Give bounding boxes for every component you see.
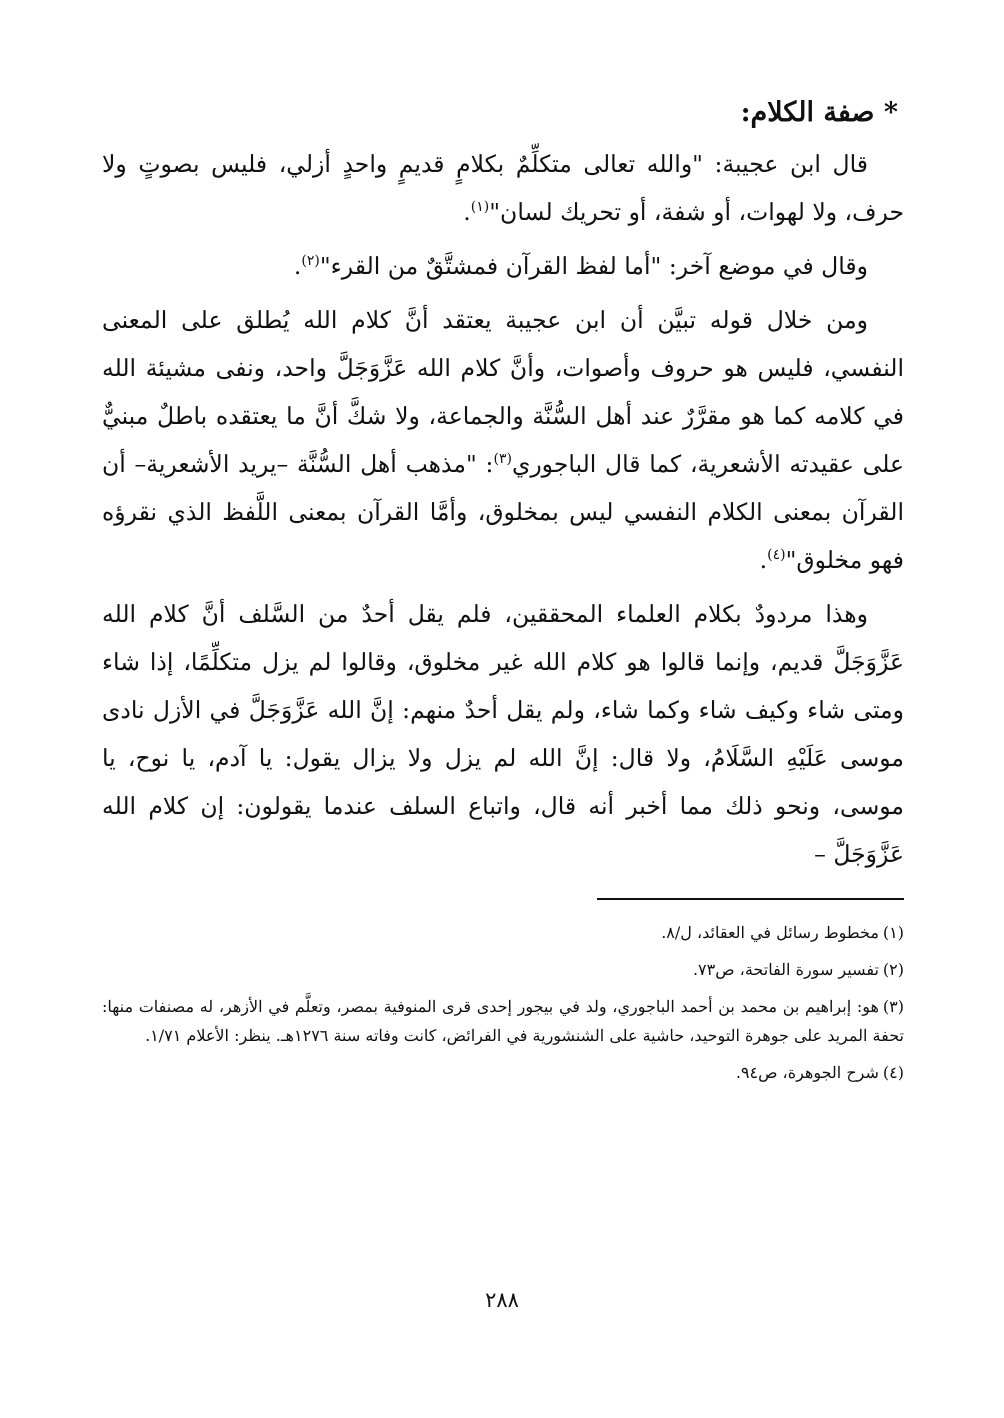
footnote-text: تفسير سورة الفاتحة، ص٧٣. xyxy=(692,960,879,979)
footnote-text: مخطوط رسائل في العقائد، ل/٨. xyxy=(661,923,879,942)
paragraph-2-tail: . xyxy=(293,252,302,280)
footnote-divider xyxy=(597,898,904,900)
page-body xyxy=(102,88,904,1095)
footnote-ref-3[interactable]: (٣) xyxy=(493,451,512,468)
footnote-number: (٢) xyxy=(882,960,904,979)
footnote-1 xyxy=(102,918,904,947)
footnote-ref-4[interactable]: (٤) xyxy=(767,547,786,564)
paragraph-3 xyxy=(102,296,904,584)
page-number: ٢٨٨ xyxy=(485,1288,519,1312)
footnote-2 xyxy=(102,955,904,984)
footnote-ref-1[interactable]: (١) xyxy=(470,199,490,216)
paragraph-3-tail: : "مذهب أهل السُّنَّة –يريد الأشعرية– أن القرآن بمعنى الكلام النفسي ليس بمخلوق، وأمَّا القرآن بمعنى اللَّفظ الذي نقرؤه فهو مخلوق" xyxy=(102,450,904,574)
paragraph-3-tail-2: . xyxy=(759,546,768,574)
paragraph-4 xyxy=(102,590,904,878)
paragraph-1 xyxy=(102,140,904,236)
paragraph-2-text: وقال في موضع آخر: "أما لفظ القرآن فمشتَّقٌ من القرء" xyxy=(319,252,868,280)
footnote-4 xyxy=(102,1058,904,1087)
footnotes xyxy=(102,918,904,1087)
footnote-ref-2[interactable]: (٢) xyxy=(301,253,320,270)
paragraph-4-text: وهذا مردودٌ بكلام العلماء المحققين، فلم يقل أحدٌ من السَّلف أنَّ كلام الله عَزَّوَجَلَّ قديم، وإنما قالوا هو كلام الله غير مخلوق، وقالوا لم يزل متكلِّمًا، إذا شاء ومتى شاء وكيف شاء وكما شاء، ولم يقل أحدٌ منهم: إنَّ الله عَزَّوَجَلَّ في الأزل نادى موسى عَلَيْهِ السَّلَامُ، ولا قال: إنَّ الله لم يزل ولا يزال يقول: يا آدم، يا نوح، يا موسى، ونحو ذلك مما أخبر أنه قال، واتباع السلف عندما يقولون: إن كلام الله عَزَّوَجَلَّ – xyxy=(102,600,904,868)
footnote-text: شرح الجوهرة، ص٩٤. xyxy=(735,1063,879,1082)
footnote-3 xyxy=(102,992,904,1050)
footnote-number: (٤) xyxy=(882,1063,904,1082)
footnote-number: (٣) xyxy=(882,997,904,1016)
paragraph-1-text: قال ابن عجيبة: "والله تعالى متكلِّمٌ بكلامٍ قديمٍ واحدٍ أزلي، فليس بصوتٍ ولا حرف، ولا لهوات، أو شفة، أو تحريك لسان" xyxy=(102,150,904,226)
footnote-number: (١) xyxy=(882,923,904,942)
section-heading: * صفة الكلام: xyxy=(740,97,898,128)
paragraph-2 xyxy=(102,242,904,290)
paragraph-1-tail: . xyxy=(463,198,471,226)
footnote-text: هو: إبراهيم بن محمد بن أحمد الباجوري، ولد في بيجور إحدى قرى المنوفية بمصر، وتعلَّم في الأزهر، له مصنفات منها: تحفة المريد على جوهرة التوحيد، حاشية على الشنشورية في الفرائض، كانت وفاته سنة ١٢٧٦هـ. ينظر: الأعلام ١/٧١. xyxy=(102,997,904,1045)
paragraph-3-text: ومن خلال قوله تبيَّن أن ابن عجيبة يعتقد أنَّ كلام الله يُطلق على المعنى النفسي، فليس هو حروف وأصوات، وأنَّ كلام الله عَزَّوَجَلَّ واحد، ونفى مشيئة الله في كلامه كما هو مقرَّرٌ عند أهل السُّنَّة والجماعة، ولا شكَّ أنَّ ما يعتقده باطلٌ مبنيٌّ على عقيدته الأشعرية، كما قال الباجوري xyxy=(102,306,904,478)
